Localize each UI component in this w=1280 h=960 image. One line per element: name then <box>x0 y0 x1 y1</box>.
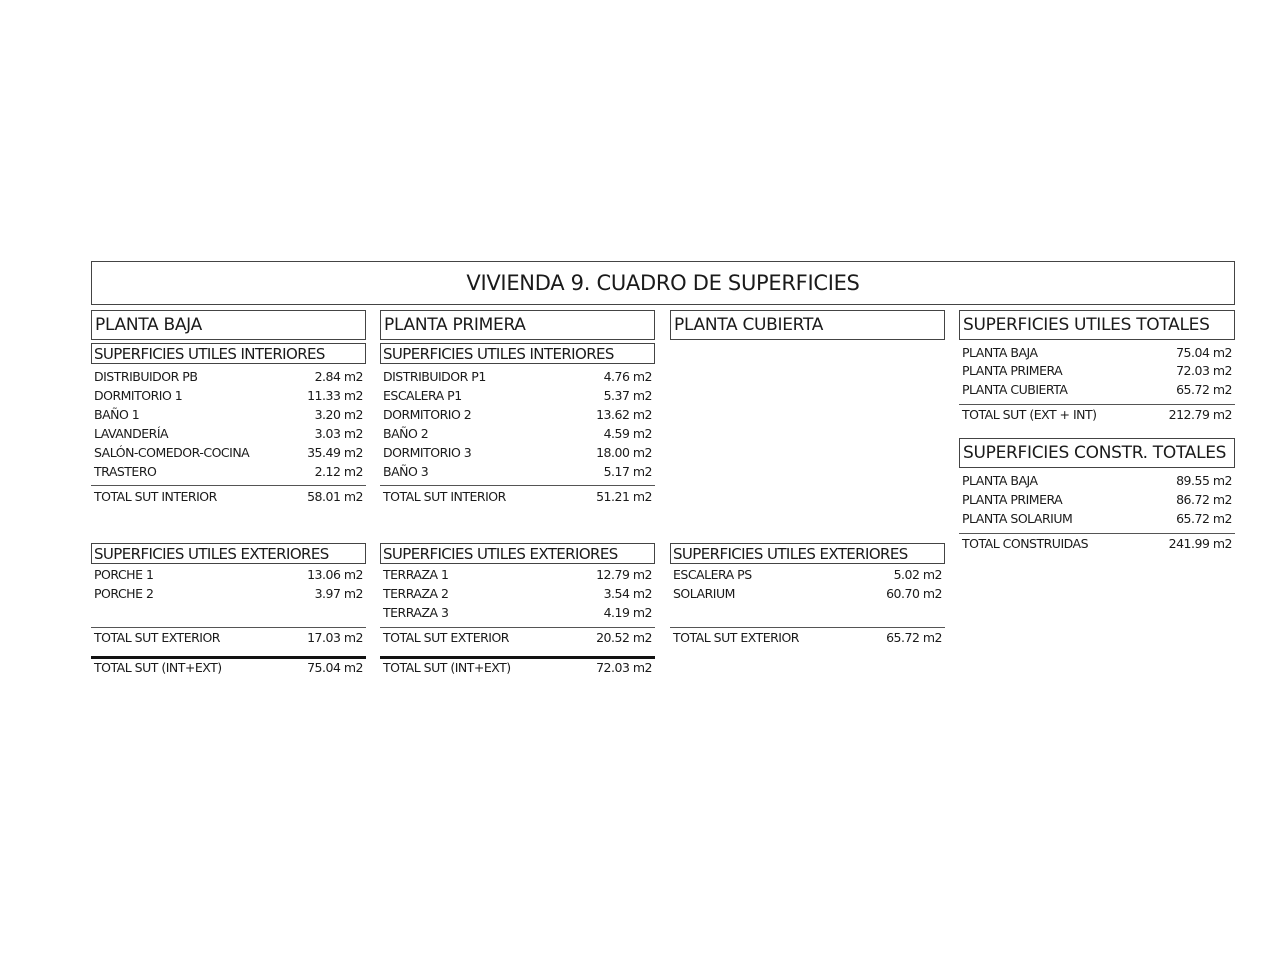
total-row <box>383 628 652 647</box>
row-label: PLANTA BAJA <box>962 345 1038 360</box>
table-row <box>962 343 1232 362</box>
row-value: 18.00 m2 <box>596 445 652 460</box>
row-label: PLANTA CUBIERTA <box>962 382 1068 397</box>
total-value: 212.79 m2 <box>1168 407 1232 422</box>
row-label: TERRAZA 3 <box>383 605 449 620</box>
table-row <box>94 405 363 424</box>
table-row <box>383 424 652 443</box>
total-row <box>94 487 363 506</box>
row-label: DORMITORIO 3 <box>383 445 472 460</box>
row-label: ESCALERA P1 <box>383 388 462 403</box>
total-row <box>962 534 1232 553</box>
utiles-totales-header: SUPERFICIES UTILES TOTALES <box>959 310 1235 340</box>
construidas-totales-header: SUPERFICIES CONSTR. TOTALES <box>959 438 1235 468</box>
row-label: SALÓN-COMEDOR-COCINA <box>94 445 250 460</box>
total-label: TOTAL SUT EXTERIOR <box>383 630 509 645</box>
table-row <box>94 443 363 462</box>
table-row <box>383 386 652 405</box>
table-row <box>383 584 652 603</box>
table-row <box>383 405 652 424</box>
total-divider <box>380 485 655 486</box>
total-label: TOTAL SUT EXTERIOR <box>673 630 799 645</box>
row-label: PLANTA SOLARIUM <box>962 511 1073 526</box>
total-value: 51.21 m2 <box>596 489 652 504</box>
row-value: 13.06 m2 <box>307 567 363 582</box>
row-value: 3.20 m2 <box>314 407 363 422</box>
row-value: 11.33 m2 <box>307 388 363 403</box>
row-label: PLANTA PRIMERA <box>962 492 1063 507</box>
planta-cubierta-header: PLANTA CUBIERTA <box>670 310 945 340</box>
row-label: TERRAZA 1 <box>383 567 449 582</box>
planta-primera-exteriores-header: SUPERFICIES UTILES EXTERIORES <box>380 543 655 564</box>
grand-total-value: 75.04 m2 <box>307 660 363 675</box>
table-row <box>383 462 652 481</box>
row-label: DORMITORIO 1 <box>94 388 183 403</box>
table-row <box>383 367 652 386</box>
document-title: VIVIENDA 9. CUADRO DE SUPERFICIES <box>91 261 1235 305</box>
planta-baja-interiores-header: SUPERFICIES UTILES INTERIORES <box>91 343 366 364</box>
grand-total-label: TOTAL SUT (INT+EXT) <box>383 660 511 675</box>
planta-primera-header: PLANTA PRIMERA <box>380 310 655 340</box>
row-value: 86.72 m2 <box>1176 492 1232 507</box>
total-value: 65.72 m2 <box>886 630 942 645</box>
total-value: 58.01 m2 <box>307 489 363 504</box>
row-label: TERRAZA 2 <box>383 586 449 601</box>
row-label: LAVANDERÍA <box>94 426 169 441</box>
row-value: 4.19 m2 <box>603 605 652 620</box>
table-row <box>94 386 363 405</box>
row-label: DISTRIBUIDOR PB <box>94 369 198 384</box>
row-value: 3.03 m2 <box>314 426 363 441</box>
table-row <box>962 490 1232 509</box>
planta-primera-interiores-header: SUPERFICIES UTILES INTERIORES <box>380 343 655 364</box>
row-label: BAÑO 1 <box>94 407 140 422</box>
row-label: ESCALERA PS <box>673 567 752 582</box>
row-value: 75.04 m2 <box>1176 345 1232 360</box>
row-label: BAÑO 2 <box>383 426 429 441</box>
total-label: TOTAL CONSTRUIDAS <box>962 536 1089 551</box>
row-value: 5.02 m2 <box>893 567 942 582</box>
row-value: 72.03 m2 <box>1176 363 1232 378</box>
total-row <box>962 405 1232 424</box>
table-row <box>962 509 1232 528</box>
total-value: 17.03 m2 <box>307 630 363 645</box>
table-row <box>94 565 363 584</box>
total-row <box>94 628 363 647</box>
table-row <box>94 424 363 443</box>
row-value: 35.49 m2 <box>307 445 363 460</box>
row-value: 89.55 m2 <box>1176 473 1232 488</box>
total-label: TOTAL SUT EXTERIOR <box>94 630 220 645</box>
total-value: 20.52 m2 <box>596 630 652 645</box>
row-value: 60.70 m2 <box>886 586 942 601</box>
row-label: PLANTA PRIMERA <box>962 363 1063 378</box>
row-value: 65.72 m2 <box>1176 382 1232 397</box>
row-value: 65.72 m2 <box>1176 511 1232 526</box>
row-label: PORCHE 2 <box>94 586 154 601</box>
table-row <box>962 380 1232 399</box>
row-label: TRASTERO <box>94 464 157 479</box>
row-value: 12.79 m2 <box>596 567 652 582</box>
row-value: 3.97 m2 <box>314 586 363 601</box>
table-row <box>673 565 942 584</box>
row-value: 2.84 m2 <box>314 369 363 384</box>
table-row <box>94 462 363 481</box>
row-value: 2.12 m2 <box>314 464 363 479</box>
total-label: TOTAL SUT INTERIOR <box>94 489 217 504</box>
planta-baja-header: PLANTA BAJA <box>91 310 366 340</box>
total-label: TOTAL SUT (EXT + INT) <box>962 407 1097 422</box>
total-row <box>673 628 942 647</box>
planta-baja-exteriores-header: SUPERFICIES UTILES EXTERIORES <box>91 543 366 564</box>
total-divider <box>91 485 366 486</box>
row-value: 3.54 m2 <box>603 586 652 601</box>
grand-total-row <box>94 658 363 677</box>
row-value: 4.59 m2 <box>603 426 652 441</box>
row-value: 5.17 m2 <box>603 464 652 479</box>
grand-total-row <box>383 658 652 677</box>
table-row <box>383 443 652 462</box>
table-row <box>94 584 363 603</box>
row-value: 13.62 m2 <box>596 407 652 422</box>
row-label: DORMITORIO 2 <box>383 407 472 422</box>
row-label: PLANTA BAJA <box>962 473 1038 488</box>
table-row <box>673 584 942 603</box>
total-row <box>383 487 652 506</box>
row-label: PORCHE 1 <box>94 567 154 582</box>
row-label: BAÑO 3 <box>383 464 429 479</box>
row-value: 4.76 m2 <box>603 369 652 384</box>
grand-total-label: TOTAL SUT (INT+EXT) <box>94 660 222 675</box>
row-label: SOLARIUM <box>673 586 735 601</box>
table-row <box>962 361 1232 380</box>
row-value: 5.37 m2 <box>603 388 652 403</box>
table-row <box>94 367 363 386</box>
grand-total-value: 72.03 m2 <box>596 660 652 675</box>
total-label: TOTAL SUT INTERIOR <box>383 489 506 504</box>
planta-cubierta-exteriores-header: SUPERFICIES UTILES EXTERIORES <box>670 543 945 564</box>
row-label: DISTRIBUIDOR P1 <box>383 369 486 384</box>
total-value: 241.99 m2 <box>1168 536 1232 551</box>
table-row <box>383 603 652 622</box>
table-row <box>383 565 652 584</box>
table-row <box>962 471 1232 490</box>
